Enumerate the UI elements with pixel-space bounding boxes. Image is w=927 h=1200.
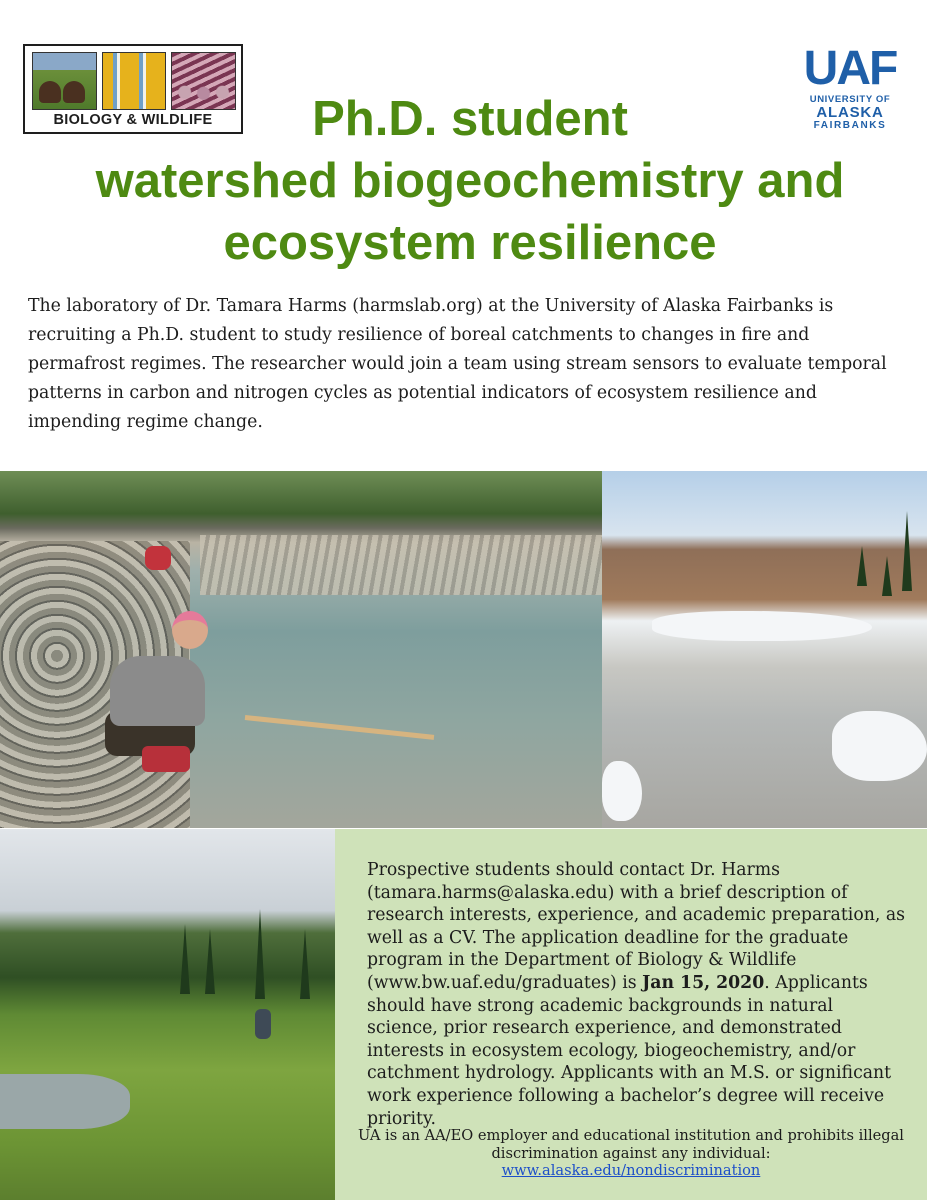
spruce-tree: [205, 929, 215, 994]
spruce-tree: [882, 556, 892, 596]
far-gravel-bar: [200, 535, 602, 595]
river-sampling-photo: [0, 471, 602, 828]
snow-bank: [832, 711, 927, 781]
title-line-1: Ph.D. student: [312, 92, 628, 146]
uaf-mark: UAF: [803, 42, 897, 95]
distant-researcher: [145, 546, 171, 570]
marsh-researcher: [255, 1009, 271, 1039]
logo-text: BIOLOGY & WILDLIFE: [53, 112, 213, 128]
uaf-fairbanks: FAIRBANKS: [813, 120, 887, 131]
marsh-pond: [0, 1074, 130, 1129]
application-paragraph: [367, 859, 907, 1130]
intro-paragraph: The laboratory of Dr. Tamara Harms (harmslab.org) at the University of Alaska Fairbanks is recruiting a Ph.D. student to study resilience of boreal catchments to changes in fire and permafrost regimes. The researcher would join a team using stream sensors to evaluate temporal patterns in carbon and nitrogen cycles as potential indicators of ecosystem resilience and impending regime change.: [28, 296, 887, 432]
application-text-part-2: . Applicants should have strong academic backgrounds in natural science, prior research experience, and demonstrated interests in ecosystem ecology, biogeochemistry, and/or catchment hydrology. Applicants with an M.S. or significant work experience following a bachelor’s degree will receive priority.: [367, 972, 892, 1129]
title-line-3: ecosystem resilience: [223, 216, 717, 270]
application-box: [335, 829, 927, 1200]
uaf-alaska: ALASKA: [816, 104, 884, 121]
application-text-part-1: Prospective students should contact Dr. Harms (tamara.harms@alaska.edu) with a brief description of research interests, experience, and academic preparation, as well as a CV. The application deadline for the graduate program in the Department of Biology & Wildlife (www.bw.uaf.edu/graduates) is: [367, 860, 906, 993]
marsh-photo: [0, 829, 335, 1200]
title-line-2: watershed biogeochemistry and: [95, 154, 845, 208]
spruce-tree: [300, 929, 310, 999]
spruce-tree: [902, 511, 912, 591]
sampling-pole: [245, 715, 434, 740]
spruce-tree: [180, 924, 190, 994]
eeo-text: UA is an AA/EO employer and educational institution and prohibits illegal discrimination against any individual:: [358, 1127, 904, 1162]
spruce-tree: [255, 909, 265, 999]
snow-bank: [602, 761, 642, 821]
researcher-boots: [142, 746, 190, 772]
researcher-body: [110, 656, 205, 726]
eeo-statement: [335, 1127, 927, 1180]
spruce-tree: [857, 546, 867, 586]
snow-bank: [652, 611, 872, 641]
application-deadline: Jan 15, 2020: [642, 972, 765, 993]
winter-stream-photo: [602, 471, 927, 828]
uaf-university-of: UNIVERSITY OF: [809, 94, 891, 105]
researcher-head: [172, 611, 208, 649]
nondiscrimination-link[interactable]: www.alaska.edu/nondiscrimination: [501, 1162, 761, 1179]
